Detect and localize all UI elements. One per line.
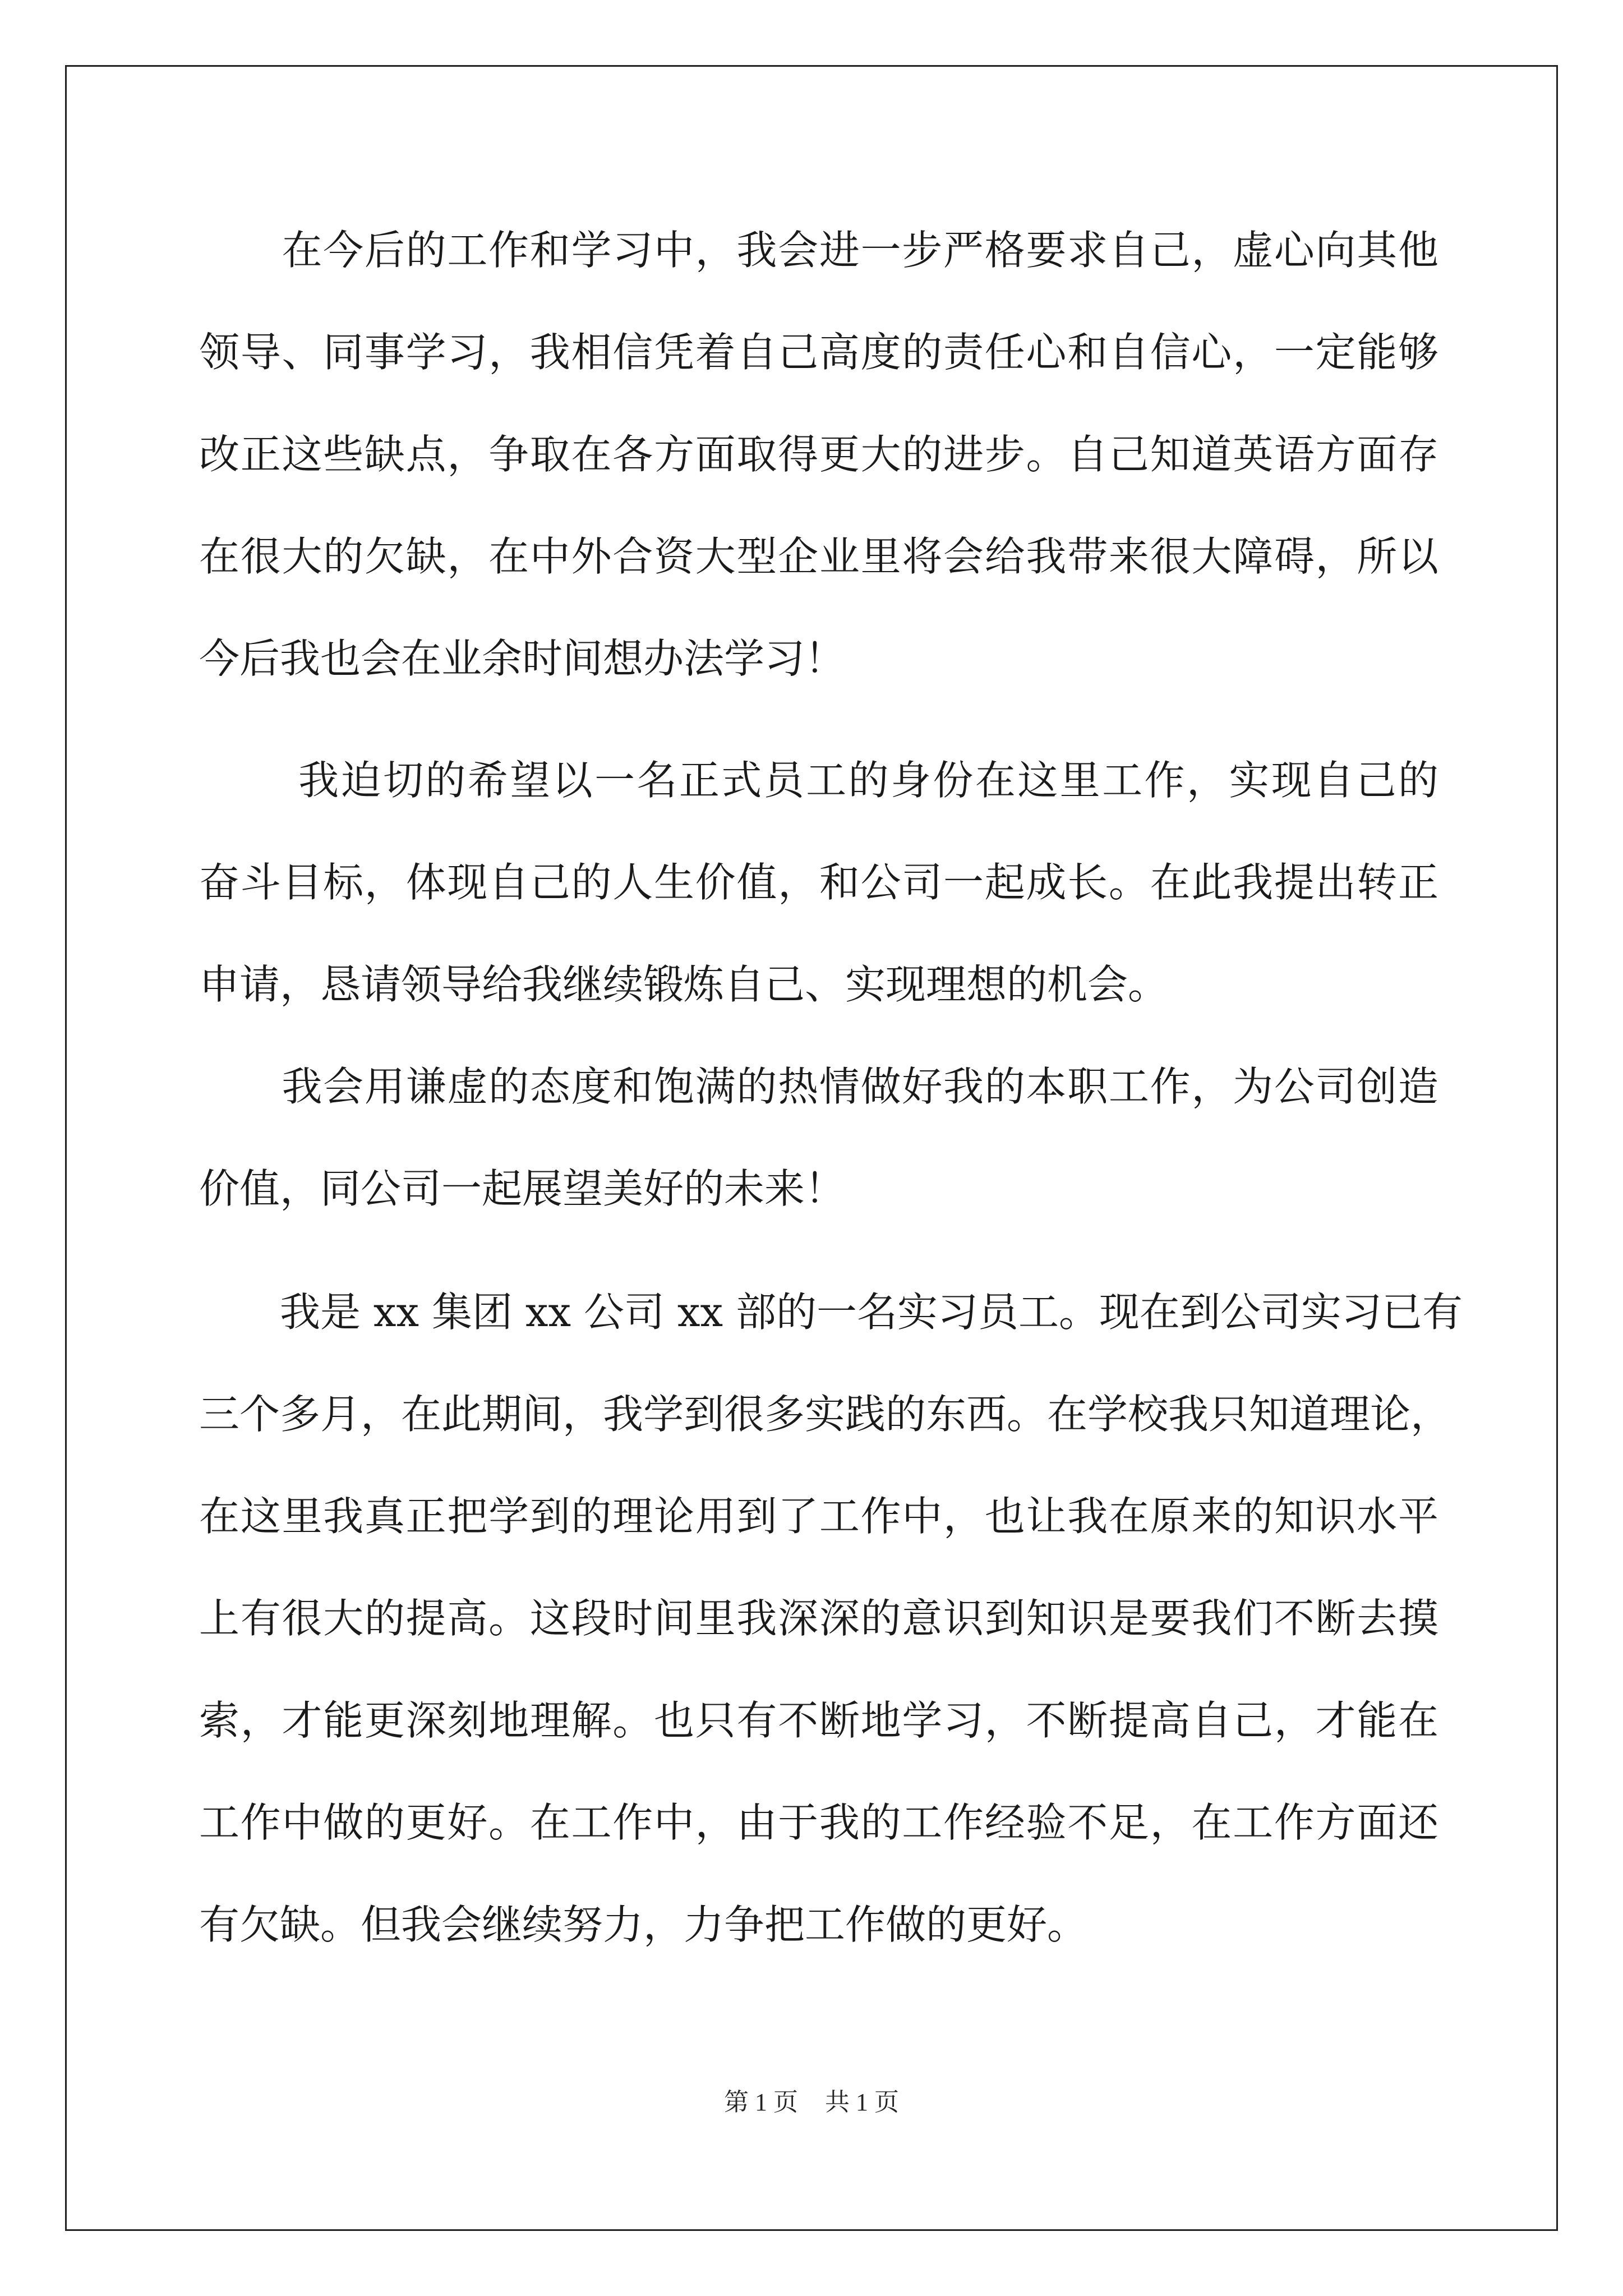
paragraph-line: 在这里我真正把学到的理论用到了工作中，也让我在原来的知识水平	[199, 1493, 1438, 1540]
paragraph-line: 我会用谦虚的态度和饱满的热情做好我的本职工作，为公司创造	[199, 1063, 1438, 1110]
page-number-total: 共 1 页	[825, 2088, 899, 2116]
page-number-current: 第 1 页	[724, 2088, 798, 2116]
paragraph-line: 工作中做的更好。在工作中，由于我的工作经验不足，在工作方面还	[199, 1799, 1438, 1846]
paragraph-line: 有欠缺。但我会继续努力，力争把工作做的更好。	[199, 1901, 1088, 1948]
paragraph-line: 今后我也会在业余时间想办法学习！	[199, 635, 846, 682]
page-footer	[0, 2087, 1623, 2118]
paragraph-line: 在今后的工作和学习中，我会进一步严格要求自己，虚心向其他	[199, 227, 1438, 274]
paragraph-line: 上有很大的提高。这段时间里我深深的意识到知识是要我们不断去摸	[199, 1595, 1438, 1642]
paragraph-line: 在很大的欠缺，在中外合资大型企业里将会给我带来很大障碍，所以	[199, 533, 1438, 580]
paragraph-line: 索，才能更深刻地理解。也只有不断地学习，不断提高自己，才能在	[199, 1697, 1438, 1744]
paragraph-line: 奋斗目标，体现自己的人生价值，和公司一起成长。在此我提出转正	[199, 859, 1438, 906]
paragraph-line: 我迫切的希望以一名正式员工的身份在这里工作，实现自己的	[199, 757, 1438, 804]
paragraph-line: 价值，同公司一起展望美好的未来！	[199, 1165, 846, 1212]
paragraph-line: 领导、同事学习，我相信凭着自己高度的责任心和自信心，一定能够	[199, 329, 1438, 376]
paragraph-line: 申请，恳请领导给我继续锻炼自己、实现理想的机会。	[199, 961, 1169, 1008]
paragraph-line: 三个多月，在此期间，我学到很多实践的东西。在学校我只知道理论，	[199, 1391, 1451, 1438]
paragraph-line: 我是 xx 集团 xx 公司 xx 部的一名实习员工。现在到公司实习已有	[199, 1289, 1463, 1336]
paragraph-line: 改正这些缺点，争取在各方面取得更大的进步。自己知道英语方面存	[199, 431, 1438, 478]
